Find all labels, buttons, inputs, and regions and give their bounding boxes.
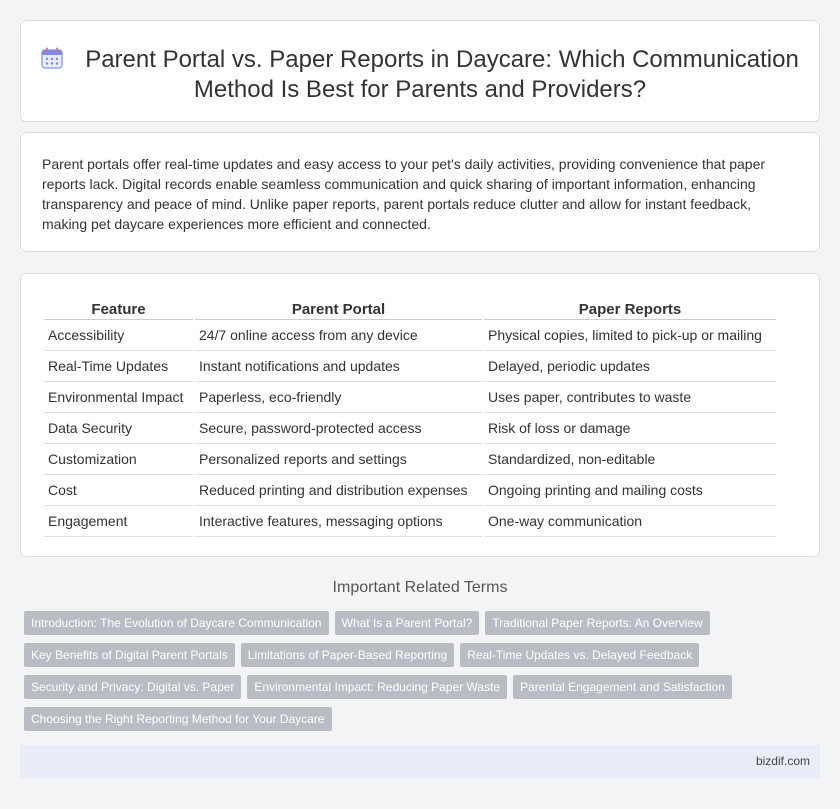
table-cell: Data Security <box>44 413 193 444</box>
table-cell: Reduced printing and distribution expenses <box>195 475 482 506</box>
table-header-row <box>44 296 776 320</box>
table-cell: Engagement <box>44 506 193 537</box>
related-term-tag[interactable]: Choosing the Right Reporting Method for Your Daycare <box>24 707 332 731</box>
column-header-paper-reports: Paper Reports <box>484 296 776 320</box>
table-cell: Physical copies, limited to pick-up or mailing <box>484 320 776 351</box>
related-term-tag[interactable]: What Is a Parent Portal? <box>335 611 480 635</box>
related-terms-heading: Important Related Terms <box>332 579 508 596</box>
table-cell: One-way communication <box>484 506 776 537</box>
footer-bar <box>20 745 820 778</box>
related-term-tag[interactable]: Parental Engagement and Satisfaction <box>513 675 732 699</box>
intro-paragraph: Parent portals offer real-time updates and easy access to your pet's daily activities, providing convenience that paper reports lack. Digital records enable seamless communication and quick sharing of important information, enhancing transparency and peace of mind. Unlike paper reports, parent portals reduce clutter and allow for instant feedback, making pet daycare experiences more efficient and connected. <box>42 156 766 232</box>
table-cell: Ongoing printing and mailing costs <box>484 475 776 506</box>
table-cell: Cost <box>44 475 193 506</box>
table-cell: Paperless, eco-friendly <box>195 382 482 413</box>
related-term-tag[interactable]: Limitations of Paper-Based Reporting <box>241 643 454 667</box>
related-terms-list <box>24 611 824 739</box>
related-term-tag[interactable]: Key Benefits of Digital Parent Portals <box>24 643 235 667</box>
comparison-table-card <box>20 273 820 557</box>
tag-row <box>24 675 824 707</box>
table-cell: Personalized reports and settings <box>195 444 482 475</box>
table-row <box>44 382 776 413</box>
table-cell: Uses paper, contributes to waste <box>484 382 776 413</box>
column-header-feature: Feature <box>44 296 193 320</box>
title-card <box>20 20 820 122</box>
intro-card <box>20 132 820 252</box>
table-row <box>44 506 776 537</box>
calendar-icon <box>41 47 63 69</box>
table-cell: Risk of loss or damage <box>484 413 776 444</box>
table-cell: Secure, password-protected access <box>195 413 482 444</box>
table-cell: Environmental Impact <box>44 382 193 413</box>
table-cell: 24/7 online access from any device <box>195 320 482 351</box>
table-row <box>44 320 776 351</box>
table-row <box>44 351 776 382</box>
page-title: Parent Portal vs. Paper Reports in Daycare: Which Communication Method Is Best for Parents and Providers? <box>85 46 799 103</box>
table-cell: Real-Time Updates <box>44 351 193 382</box>
tag-row <box>24 611 824 643</box>
page-title-wrap <box>21 45 819 105</box>
table-row <box>44 444 776 475</box>
table-cell: Interactive features, messaging options <box>195 506 482 537</box>
tag-row <box>24 643 824 675</box>
table-cell: Standardized, non-editable <box>484 444 776 475</box>
related-term-tag[interactable]: Traditional Paper Reports: An Overview <box>485 611 709 635</box>
comparison-table <box>42 296 778 537</box>
related-term-tag[interactable]: Environmental Impact: Reducing Paper Waste <box>247 675 507 699</box>
column-header-parent-portal: Parent Portal <box>195 296 482 320</box>
table-cell: Accessibility <box>44 320 193 351</box>
tag-row <box>24 707 824 739</box>
table-row <box>44 413 776 444</box>
table-cell: Instant notifications and updates <box>195 351 482 382</box>
related-term-tag[interactable]: Security and Privacy: Digital vs. Paper <box>24 675 241 699</box>
related-term-tag[interactable]: Introduction: The Evolution of Daycare Communication <box>24 611 329 635</box>
footer-site-link[interactable]: bizdif.com <box>755 754 810 768</box>
related-term-tag[interactable]: Real-Time Updates vs. Delayed Feedback <box>460 643 699 667</box>
table-cell: Customization <box>44 444 193 475</box>
table-cell: Delayed, periodic updates <box>484 351 776 382</box>
table-row <box>44 475 776 506</box>
